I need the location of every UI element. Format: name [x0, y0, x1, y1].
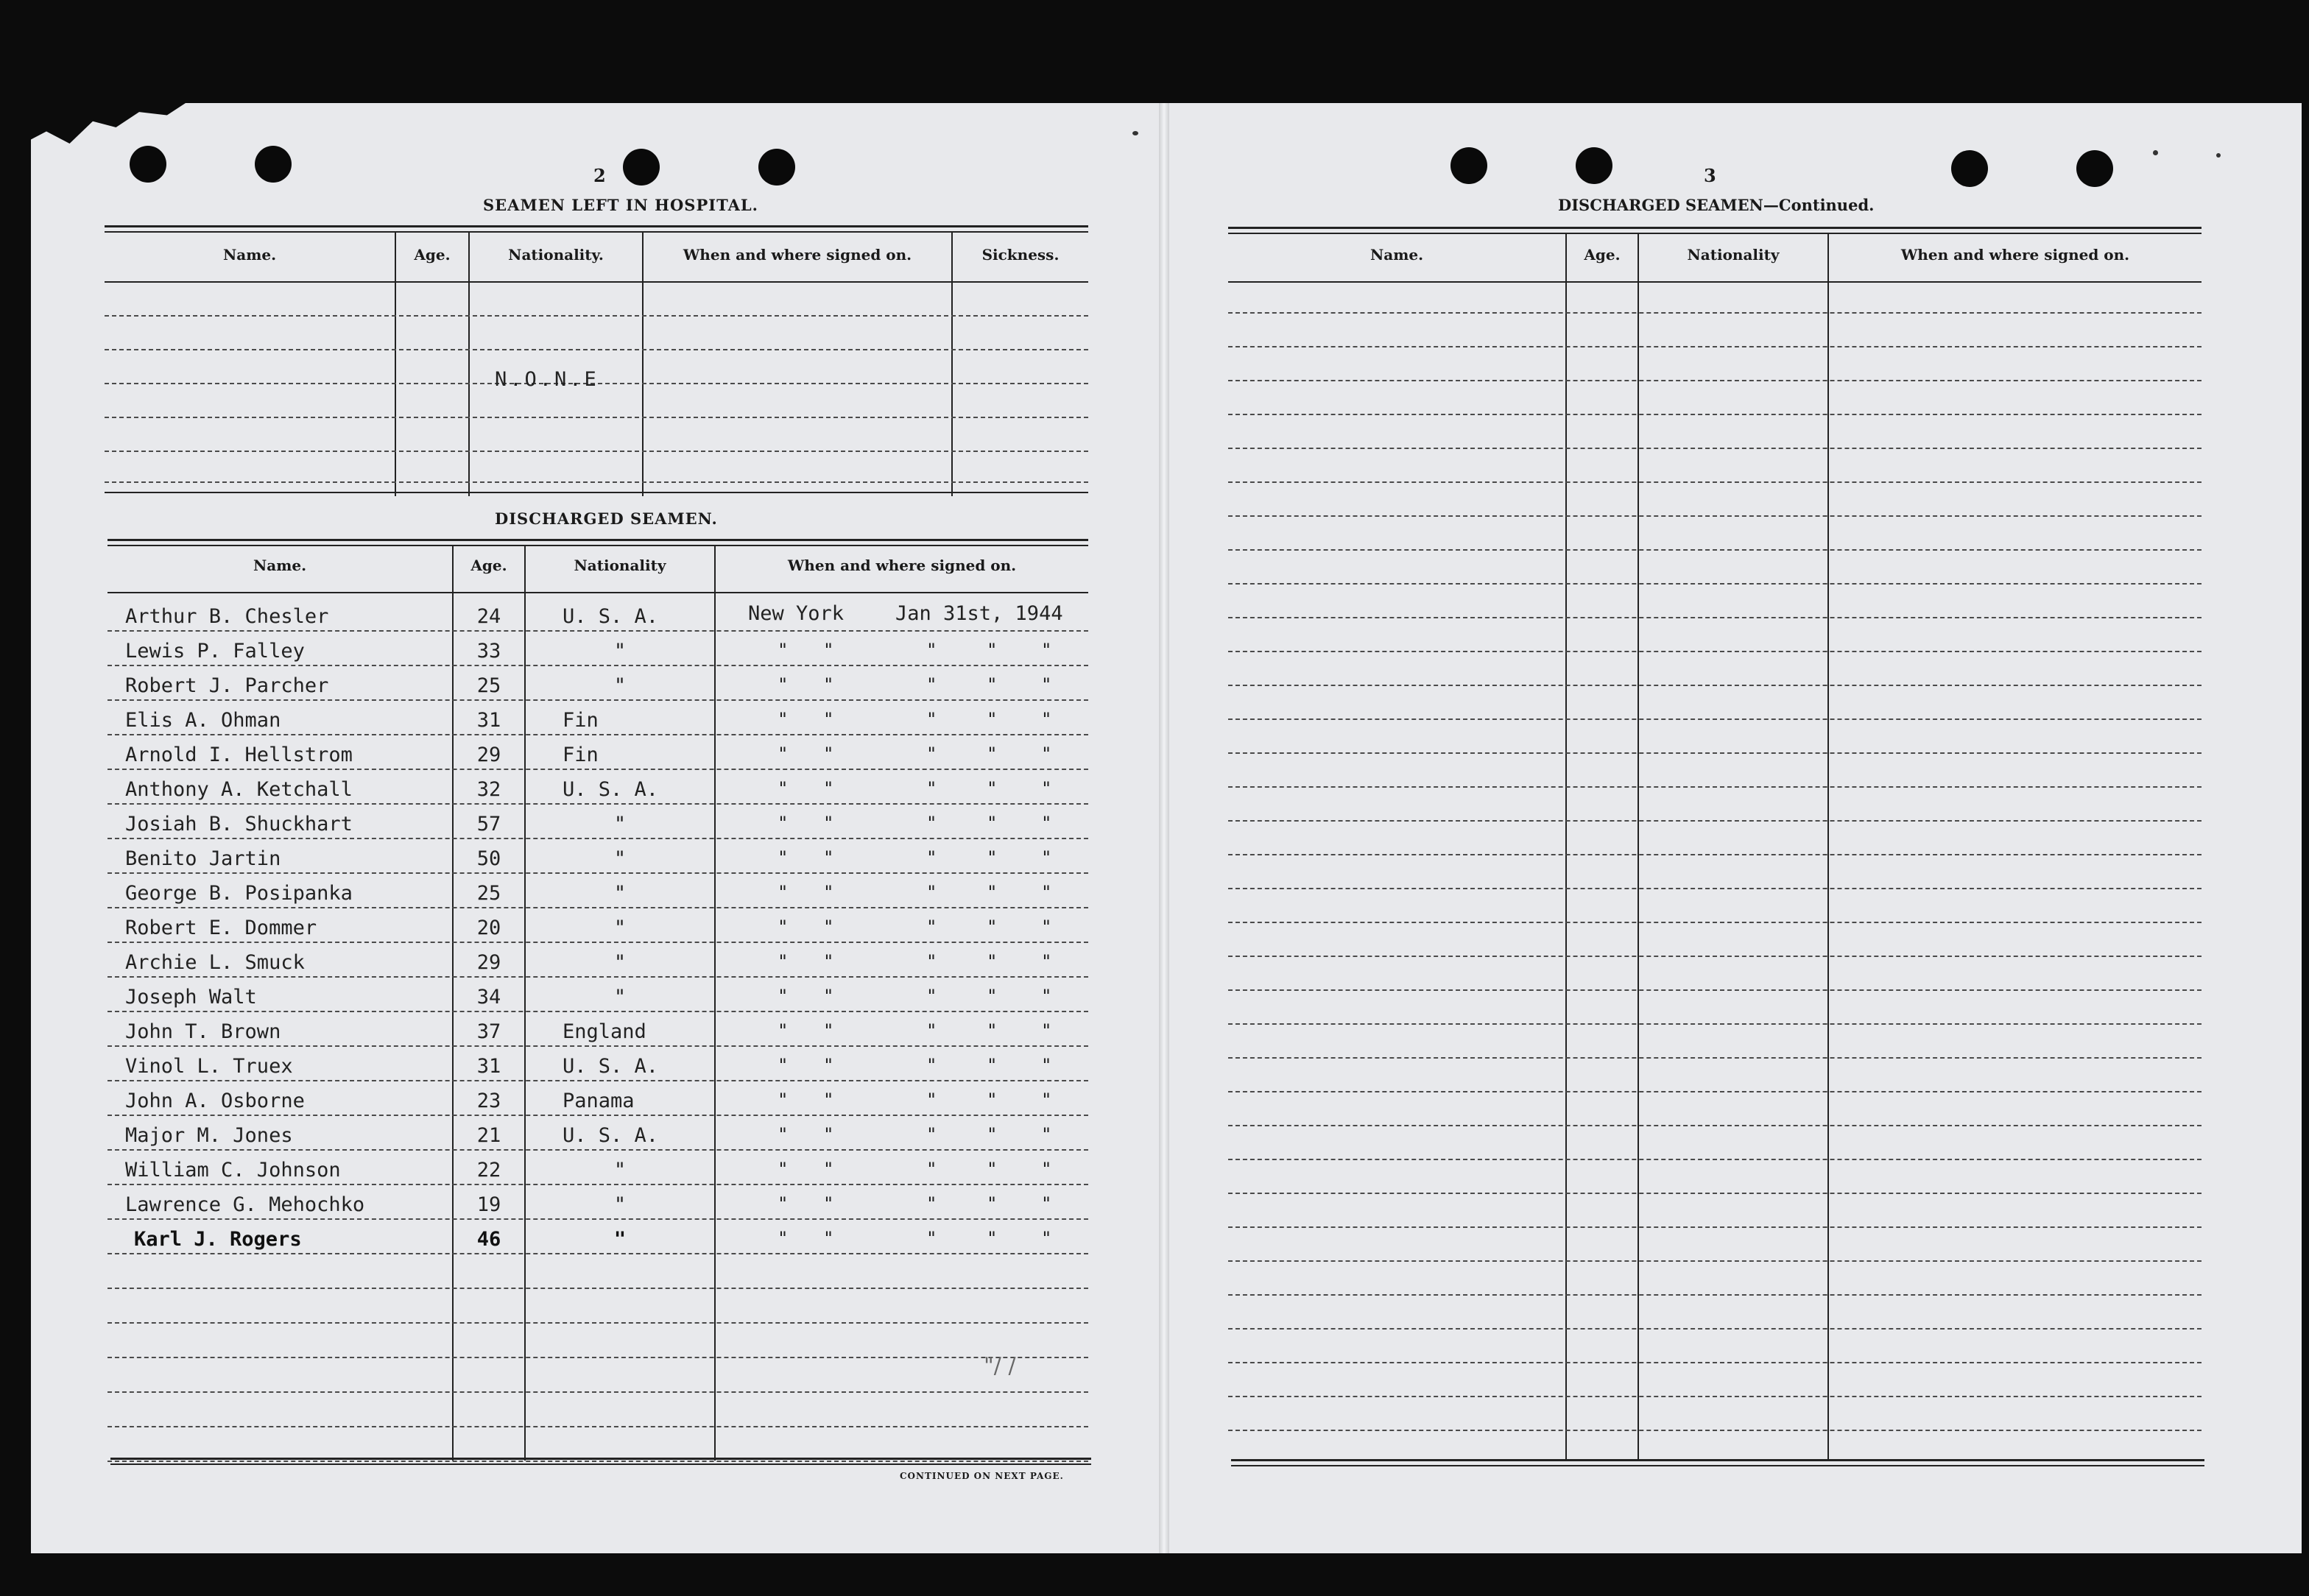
- ditto-mark: ": [987, 744, 998, 764]
- dotted-row-line: [1228, 685, 2202, 686]
- dotted-row-line: [105, 481, 1088, 483]
- column-divider: [951, 233, 953, 496]
- seaman-name: Joseph Walt: [125, 986, 257, 1009]
- seaman-name: Vinol L. Truex: [125, 1055, 293, 1078]
- seaman-name: Elis A. Ohman: [125, 709, 281, 732]
- punch-hole: [623, 149, 660, 186]
- ditto-mark: ": [987, 1193, 998, 1214]
- discharged-section-title: DISCHARGED SEAMEN.: [495, 509, 718, 528]
- column-header-signed-on: When and where signed on.: [683, 246, 912, 264]
- hospital-none-entry: N.O.N.E: [495, 368, 599, 391]
- punch-hole: [1576, 147, 1612, 184]
- column-header-nationality: Nationality.: [508, 246, 604, 264]
- ditto-mark: ": [1041, 744, 1052, 764]
- dotted-row-line: [107, 1149, 1088, 1151]
- dotted-row-line: [1228, 1362, 2202, 1363]
- ditto-mark: ": [926, 744, 937, 764]
- handwritten-mark: "/ /: [984, 1353, 1016, 1379]
- dotted-row-line: [1228, 414, 2202, 415]
- dotted-row-line: [107, 976, 1088, 978]
- rule: [110, 1458, 1091, 1460]
- seaman-nationality: ": [613, 986, 627, 1009]
- ditto-mark: ": [926, 847, 937, 868]
- dotted-row-line: [1228, 1193, 2202, 1194]
- speck: [1132, 131, 1138, 135]
- dotted-row-line: [107, 907, 1088, 908]
- ditto-mark: ": [778, 674, 789, 695]
- dotted-row-line: [1228, 1057, 2202, 1059]
- dotted-row-line: [107, 838, 1088, 839]
- punch-hole: [1951, 150, 1988, 187]
- ditto-mark: ": [823, 1228, 834, 1249]
- rule: [1228, 281, 2202, 283]
- ditto-mark: ": [778, 709, 789, 730]
- seaman-nationality: Fin: [563, 744, 599, 766]
- ditto-mark: ": [823, 917, 834, 937]
- ditto-mark: ": [1041, 986, 1052, 1006]
- column-divider: [1827, 234, 1829, 1461]
- ditto-mark: ": [987, 1090, 998, 1110]
- ditto-mark: ": [1041, 709, 1052, 730]
- ditto-mark: ": [823, 640, 834, 660]
- rule: [105, 225, 1088, 227]
- dotted-row-line: [107, 1080, 1088, 1081]
- ditto-mark: ": [926, 917, 937, 937]
- seaman-nationality: U. S. A.: [563, 1124, 659, 1147]
- seaman-age: 29: [476, 951, 501, 974]
- dotted-row-line: [1228, 989, 2202, 991]
- rule: [1228, 233, 2202, 234]
- column-header-name: Name.: [222, 246, 277, 264]
- dotted-row-line: [107, 665, 1088, 666]
- ditto-mark: ": [987, 674, 998, 695]
- seaman-age: 31: [476, 709, 501, 732]
- ditto-mark: ": [823, 882, 834, 903]
- ditto-mark: ": [1041, 951, 1052, 972]
- rule: [1231, 1459, 2204, 1461]
- signed-on-place: New York: [748, 602, 845, 625]
- punch-hole: [2076, 150, 2113, 187]
- column-divider: [1565, 234, 1567, 1461]
- ditto-mark: ": [1041, 882, 1052, 903]
- dotted-row-line: [1228, 1226, 2202, 1228]
- dotted-row-line: [105, 349, 1088, 350]
- dotted-row-line: [1228, 1396, 2202, 1397]
- ditto-mark: ": [823, 1159, 834, 1179]
- column-header-signed-on: When and where signed on.: [1900, 246, 2130, 264]
- dotted-row-line: [107, 1461, 1088, 1462]
- ditto-mark: ": [987, 1228, 998, 1249]
- ditto-mark: ": [987, 813, 998, 833]
- ditto-mark: ": [778, 1020, 789, 1041]
- seaman-age: 20: [476, 917, 501, 939]
- dotted-row-line: [1228, 549, 2202, 551]
- ditto-mark: ": [778, 1159, 789, 1179]
- seaman-age: 25: [476, 674, 501, 697]
- seaman-nationality: ": [613, 640, 627, 663]
- page-number: 2: [593, 165, 606, 186]
- ditto-mark: ": [926, 882, 937, 903]
- ditto-mark: ": [823, 1020, 834, 1041]
- seaman-age: 19: [476, 1193, 501, 1216]
- column-divider: [395, 233, 396, 496]
- ditto-mark: ": [778, 951, 789, 972]
- ditto-mark: ": [823, 986, 834, 1006]
- ditto-mark: ": [926, 1055, 937, 1076]
- continued-section-title: DISCHARGED SEAMEN—Continued.: [1558, 196, 1875, 214]
- ditto-mark: ": [823, 1124, 834, 1145]
- seaman-age: 33: [476, 640, 501, 663]
- dotted-row-line: [107, 769, 1088, 770]
- dotted-row-line: [105, 315, 1088, 317]
- seaman-nationality: ": [613, 674, 627, 697]
- seaman-age: 31: [476, 1055, 501, 1078]
- seaman-age: 37: [476, 1020, 501, 1043]
- seaman-age: 22: [476, 1159, 501, 1182]
- right-page: [1165, 103, 2302, 1553]
- ditto-mark: ": [926, 1159, 937, 1179]
- dotted-row-line: [1228, 346, 2202, 347]
- dotted-row-line: [107, 942, 1088, 943]
- ditto-mark: ": [1041, 674, 1052, 695]
- ditto-mark: ": [778, 1055, 789, 1076]
- seaman-name: Lewis P. Falley: [125, 640, 305, 663]
- dotted-row-line: [1228, 1125, 2202, 1126]
- continued-footer: CONTINUED ON NEXT PAGE.: [900, 1471, 1064, 1481]
- seaman-name: Josiah B. Shuckhart: [125, 813, 353, 836]
- ditto-mark: ": [987, 1020, 998, 1041]
- dotted-row-line: [107, 872, 1088, 874]
- dotted-row-line: [1228, 1159, 2202, 1160]
- dotted-row-line: [107, 1045, 1088, 1047]
- seaman-nationality: ": [613, 813, 627, 836]
- seaman-nationality: ": [613, 917, 627, 939]
- seaman-name: William C. Johnson: [125, 1159, 341, 1182]
- ditto-mark: ": [823, 1193, 834, 1214]
- ditto-mark: ": [987, 882, 998, 903]
- seaman-nationality: U. S. A.: [563, 605, 659, 628]
- seaman-age: 21: [476, 1124, 501, 1147]
- ditto-mark: ": [926, 640, 937, 660]
- ditto-mark: ": [1041, 847, 1052, 868]
- column-header-name: Name.: [253, 557, 307, 574]
- dotted-row-line: [107, 1011, 1088, 1012]
- ditto-mark: ": [823, 1090, 834, 1110]
- dotted-row-line: [105, 417, 1088, 418]
- dotted-row-line: [107, 734, 1088, 735]
- page-number: 3: [1704, 165, 1716, 186]
- seaman-age: 24: [476, 605, 501, 628]
- rule: [107, 592, 1088, 593]
- ditto-mark: ": [926, 951, 937, 972]
- ditto-mark: ": [823, 709, 834, 730]
- seaman-nationality: ": [613, 951, 627, 974]
- rule: [1231, 1465, 2204, 1466]
- column-header-name: Name.: [1369, 246, 1424, 264]
- dotted-row-line: [107, 1426, 1088, 1427]
- signed-on-date: Jan 31st, 1944: [895, 602, 1063, 625]
- seaman-age: 29: [476, 744, 501, 766]
- column-header-nationality: Nationality: [1687, 246, 1780, 264]
- dotted-row-line: [107, 803, 1088, 805]
- seaman-name: Robert J. Parcher: [125, 674, 329, 697]
- ditto-mark: ": [1041, 778, 1052, 799]
- ditto-mark: ": [926, 1228, 937, 1249]
- seaman-nationality: U. S. A.: [563, 1055, 659, 1078]
- dotted-row-line: [1228, 1091, 2202, 1092]
- ditto-mark: ": [987, 778, 998, 799]
- ditto-mark: ": [823, 847, 834, 868]
- dotted-row-line: [1228, 922, 2202, 923]
- ditto-mark: ": [926, 1124, 937, 1145]
- seaman-nationality: ": [613, 1228, 627, 1251]
- dotted-row-line: [1228, 956, 2202, 957]
- dotted-row-line: [107, 1184, 1088, 1185]
- ditto-mark: ": [1041, 1090, 1052, 1110]
- seaman-nationality: ": [613, 1193, 627, 1216]
- dotted-row-line: [107, 1391, 1088, 1393]
- ditto-mark: ": [823, 674, 834, 695]
- ditto-mark: ": [987, 951, 998, 972]
- seaman-nationality: U. S. A.: [563, 778, 659, 801]
- dotted-row-line: [1228, 1328, 2202, 1330]
- ditto-mark: ": [778, 882, 789, 903]
- ditto-mark: ": [1041, 1020, 1052, 1041]
- column-header-age: Age.: [1584, 246, 1621, 264]
- dotted-row-line: [1228, 1294, 2202, 1296]
- dotted-row-line: [1228, 1023, 2202, 1025]
- ditto-mark: ": [926, 674, 937, 695]
- ditto-mark: ": [778, 1228, 789, 1249]
- dotted-row-line: [1228, 1260, 2202, 1262]
- hospital-section-title: SEAMEN LEFT IN HOSPITAL.: [483, 196, 758, 214]
- rule: [1228, 227, 2202, 229]
- rule: [105, 231, 1088, 233]
- dotted-row-line: [1228, 583, 2202, 585]
- ditto-mark: ": [1041, 813, 1052, 833]
- ditto-mark: ": [1041, 1055, 1052, 1076]
- ditto-mark: ": [926, 986, 937, 1006]
- dotted-row-line: [107, 1253, 1088, 1254]
- ditto-mark: ": [987, 986, 998, 1006]
- dotted-row-line: [1228, 888, 2202, 889]
- ditto-mark: ": [823, 744, 834, 764]
- seaman-nationality: ": [613, 1159, 627, 1182]
- ditto-mark: ": [778, 1193, 789, 1214]
- seaman-nationality: England: [563, 1020, 646, 1043]
- dotted-row-line: [1228, 312, 2202, 314]
- seaman-name: Anthony A. Ketchall: [125, 778, 353, 801]
- ditto-mark: ": [778, 744, 789, 764]
- seaman-nationality: ": [613, 847, 627, 870]
- ditto-mark: ": [1041, 917, 1052, 937]
- dotted-row-line: [105, 451, 1088, 452]
- dotted-row-line: [107, 1322, 1088, 1324]
- seaman-age: 25: [476, 882, 501, 905]
- rule: [107, 545, 1088, 546]
- seaman-name: Archie L. Smuck: [125, 951, 305, 974]
- seaman-age: 32: [476, 778, 501, 801]
- ditto-mark: ": [987, 1124, 998, 1145]
- punch-hole: [130, 146, 166, 183]
- ditto-mark: ": [987, 1159, 998, 1179]
- dotted-row-line: [1228, 515, 2202, 517]
- speck: [2216, 153, 2221, 158]
- seaman-nationality: Panama: [563, 1090, 635, 1112]
- seaman-age: 50: [476, 847, 501, 870]
- ditto-mark: ": [1041, 1124, 1052, 1145]
- dotted-row-line: [1228, 448, 2202, 449]
- seaman-name: George B. Posipanka: [125, 882, 353, 905]
- rule: [107, 539, 1088, 541]
- seaman-name: Arthur B. Chesler: [125, 605, 329, 628]
- ditto-mark: ": [926, 1090, 937, 1110]
- ditto-mark: ": [778, 847, 789, 868]
- ditto-mark: ": [778, 778, 789, 799]
- ditto-mark: ": [987, 917, 998, 937]
- seaman-name: Karl J. Rogers: [134, 1228, 302, 1251]
- speck: [2153, 150, 2158, 155]
- ditto-mark: ": [823, 778, 834, 799]
- column-header-sickness: Sickness.: [981, 246, 1060, 264]
- ditto-mark: ": [823, 1055, 834, 1076]
- column-header-age: Age.: [414, 246, 451, 264]
- rule: [110, 1463, 1091, 1465]
- column-divider: [642, 233, 644, 496]
- seaman-nationality: ": [613, 882, 627, 905]
- seaman-name: Arnold I. Hellstrom: [125, 744, 353, 766]
- rule: [105, 281, 1088, 283]
- ditto-mark: ": [778, 813, 789, 833]
- ditto-mark: ": [778, 1090, 789, 1110]
- ditto-mark: ": [1041, 1159, 1052, 1179]
- ditto-mark: ": [778, 986, 789, 1006]
- dotted-row-line: [107, 1288, 1088, 1289]
- ditto-mark: ": [987, 640, 998, 660]
- seaman-name: Major M. Jones: [125, 1124, 293, 1147]
- column-divider: [1638, 234, 1639, 1461]
- seaman-name: John T. Brown: [125, 1020, 281, 1043]
- dotted-row-line: [1228, 820, 2202, 822]
- rule: [105, 492, 1088, 493]
- punch-hole: [1450, 147, 1487, 184]
- ditto-mark: ": [926, 813, 937, 833]
- seaman-age: 57: [476, 813, 501, 836]
- dotted-row-line: [107, 1115, 1088, 1116]
- seaman-name: Lawrence G. Mehochko: [125, 1193, 365, 1216]
- column-header-age: Age.: [470, 557, 507, 574]
- dotted-row-line: [107, 1218, 1088, 1220]
- column-header-signed-on: When and where signed on.: [787, 557, 1017, 574]
- ditto-mark: ": [1041, 640, 1052, 660]
- ditto-mark: ": [926, 778, 937, 799]
- seaman-nationality: Fin: [563, 709, 599, 732]
- ditto-mark: ": [1041, 1228, 1052, 1249]
- seaman-age: 23: [476, 1090, 501, 1112]
- dotted-row-line: [107, 630, 1088, 632]
- ditto-mark: ": [778, 1124, 789, 1145]
- ditto-mark: ": [778, 917, 789, 937]
- ditto-mark: ": [778, 640, 789, 660]
- seaman-age: 34: [476, 986, 501, 1009]
- dotted-row-line: [1228, 380, 2202, 381]
- page-gutter: [1159, 103, 1169, 1553]
- column-header-nationality: Nationality: [574, 557, 666, 574]
- seaman-name: John A. Osborne: [125, 1090, 305, 1112]
- ditto-mark: ": [987, 709, 998, 730]
- punch-hole: [255, 146, 292, 183]
- seaman-name: Benito Jartin: [125, 847, 281, 870]
- dotted-row-line: [107, 1357, 1088, 1358]
- ditto-mark: ": [987, 1055, 998, 1076]
- dotted-row-line: [1228, 786, 2202, 788]
- dotted-row-line: [1228, 752, 2202, 754]
- ditto-mark: ": [823, 813, 834, 833]
- punch-hole: [758, 149, 795, 186]
- column-divider: [468, 233, 470, 496]
- ditto-mark: ": [926, 1020, 937, 1041]
- dotted-row-line: [1228, 481, 2202, 483]
- dotted-row-line: [107, 699, 1088, 701]
- dotted-row-line: [1228, 718, 2202, 720]
- dotted-row-line: [1228, 854, 2202, 855]
- ditto-mark: ": [1041, 1193, 1052, 1214]
- seaman-name: Robert E. Dommer: [125, 917, 317, 939]
- dotted-row-line: [1228, 651, 2202, 652]
- ditto-mark: ": [926, 709, 937, 730]
- dotted-row-line: [1228, 617, 2202, 618]
- ditto-mark: ": [926, 1193, 937, 1214]
- ditto-mark: ": [987, 847, 998, 868]
- ditto-mark: ": [823, 951, 834, 972]
- dotted-row-line: [1228, 1430, 2202, 1431]
- seaman-age: 46: [476, 1228, 501, 1251]
